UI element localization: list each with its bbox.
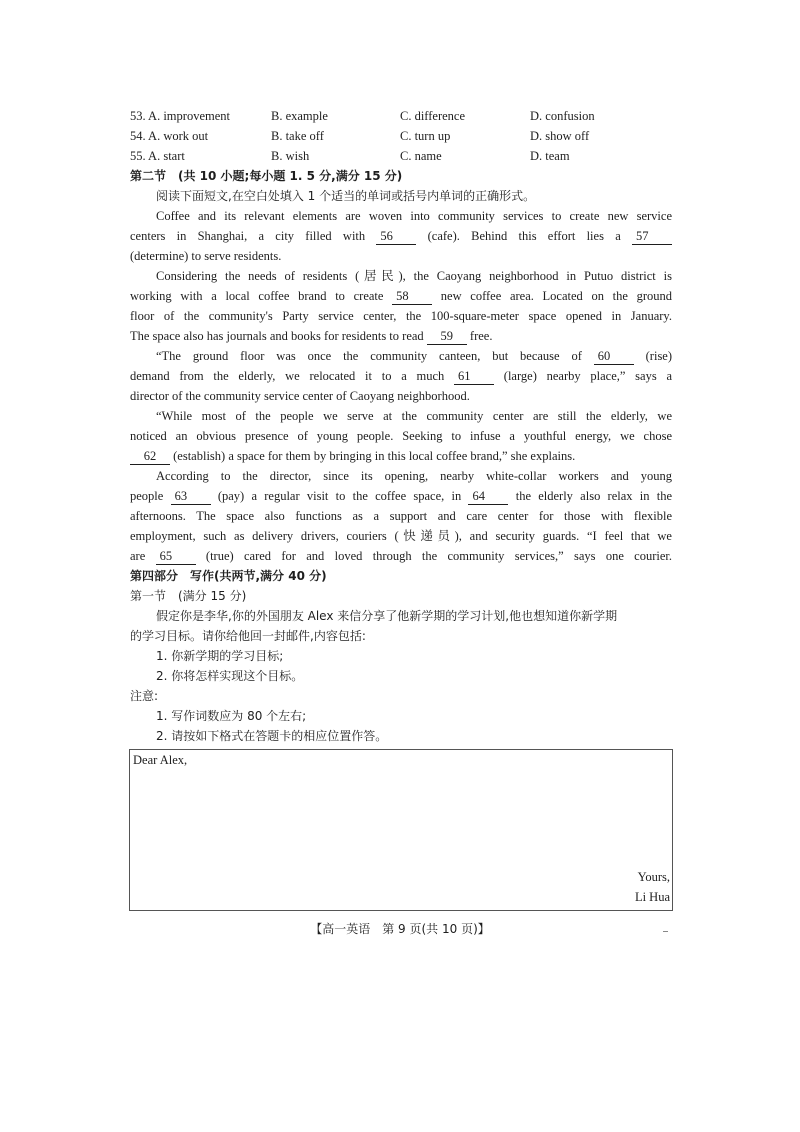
passage-line: are 65 (true) cared for and loved through the community services,” says one courier. xyxy=(130,549,673,563)
section-instruction: 阅读下面短文,在空白处填入 1 个适当的单词或括号内单词的正确形式。 xyxy=(156,189,536,203)
blank-57[interactable]: 57 xyxy=(632,228,672,245)
passage-line: Considering the needs of residents (居民), the Caoyang neighborhood in Putuo district is xyxy=(156,269,672,283)
passage-line: working with a local coffee brand to create 58 new coffee area. Located on the ground xyxy=(130,289,672,303)
closing-word: Yours, xyxy=(637,870,670,884)
note-item: 1. 写作词数应为 80 个左右; xyxy=(156,709,307,723)
part4-heading: 第四部分 写作(共两节,满分 40 分) xyxy=(130,569,327,583)
page-footer xyxy=(0,920,800,937)
option-c: C. turn up xyxy=(400,129,451,143)
passage-line: director of the community service center of Caoyang neighborhood. xyxy=(130,389,470,403)
scan-mark xyxy=(663,931,668,932)
passage-line: centers in Shanghai, a city filled with 56 (cafe). Behind this effort lies a 57 xyxy=(130,226,672,246)
option-a: 53. A. improvement xyxy=(130,109,230,123)
blank-59[interactable]: 59 xyxy=(427,328,467,345)
prompt-item: 1. 你新学期的学习目标; xyxy=(156,649,284,663)
part4-subheading: 第一节 (满分 15 分) xyxy=(130,589,247,603)
passage-line: Coffee and its relevant elements are woven into community services to create new service xyxy=(156,209,672,223)
passage-line: (determine) to serve residents. xyxy=(130,249,282,263)
option-row-55 xyxy=(130,146,670,166)
writing-prompt: 假定你是李华,你的外国朋友 Alex 来信分享了他新学期的学习计划,他也想知道你新学期 xyxy=(156,609,618,623)
cloze-section xyxy=(130,166,672,746)
note-item: 2. 请按如下格式在答题卡的相应位置作答。 xyxy=(156,729,388,743)
footer-text: 【高一英语 第 9 页(共 10 页)】 xyxy=(310,922,490,936)
option-c: C. difference xyxy=(400,109,466,123)
option-row-53 xyxy=(130,106,670,126)
letter-greeting: Dear Alex, xyxy=(133,753,188,767)
passage-line: The space also has journals and books for residents to read 59 free. xyxy=(130,329,493,343)
option-d: D. team xyxy=(530,149,570,163)
blank-61[interactable]: 61 xyxy=(454,368,494,385)
passage-line: employment, such as delivery drivers, couriers (快递员), and security guards. “I feel that we xyxy=(130,529,672,543)
blank-65[interactable]: 65 xyxy=(156,548,196,565)
option-b: B. example xyxy=(271,109,328,123)
option-b: B. take off xyxy=(271,129,324,143)
blank-62[interactable]: 62 xyxy=(130,448,170,465)
option-c: C. name xyxy=(400,149,442,163)
passage-line: demand from the elderly, we relocated it to a much 61 (large) nearby place,” says a xyxy=(130,369,672,383)
passage-line: floor of the community's Party service center, the 100-square-meter space opened in January. xyxy=(130,309,672,323)
letter-closing xyxy=(635,867,670,907)
prompt-item: 2. 你将怎样实现这个目标。 xyxy=(156,669,304,683)
multiple-choice-options xyxy=(130,106,670,166)
passage-line: 62 (establish) a space for them by bringing in this local coffee brand,” she explains. xyxy=(130,446,672,466)
passage-line: “The ground floor was once the community canteen, but because of 60 (rise) xyxy=(156,349,673,363)
option-d: D. confusion xyxy=(530,109,595,123)
blank-58[interactable]: 58 xyxy=(392,288,432,305)
option-d: D. show off xyxy=(530,129,590,143)
option-a: 55. A. start xyxy=(130,149,185,163)
passage-line: people 63 (pay) a regular visit to the coffee space, in 64 the elderly also relax in the xyxy=(130,489,673,503)
section-heading: 第二节 (共 10 小题;每小题 1. 5 分,满分 15 分) xyxy=(130,169,403,183)
signature: Li Hua xyxy=(634,890,670,904)
option-a: 54. A. work out xyxy=(130,129,209,143)
note-label: 注意: xyxy=(130,689,159,703)
passage-line: afternoons. The space also functions as a support and care center for those with flexible xyxy=(130,509,672,523)
passage-line: noticed an obvious presence of young people. Seeking to infuse a youthful energy, we chose xyxy=(130,429,672,443)
passage-line: According to the director, since its opening, nearby white-collar workers and young xyxy=(156,469,672,483)
passage-line: “While most of the people we serve at the community center are still the elderly, we xyxy=(156,409,672,423)
blank-63[interactable]: 63 xyxy=(171,488,211,505)
writing-prompt: 的学习目标。请你给他回一封邮件,内容包括: xyxy=(130,629,366,643)
blank-56[interactable]: 56 xyxy=(376,228,416,245)
option-row-54 xyxy=(130,126,670,146)
blank-64[interactable]: 64 xyxy=(468,488,508,505)
answer-box[interactable] xyxy=(129,749,673,911)
option-b: B. wish xyxy=(271,149,310,163)
blank-60[interactable]: 60 xyxy=(594,348,634,365)
